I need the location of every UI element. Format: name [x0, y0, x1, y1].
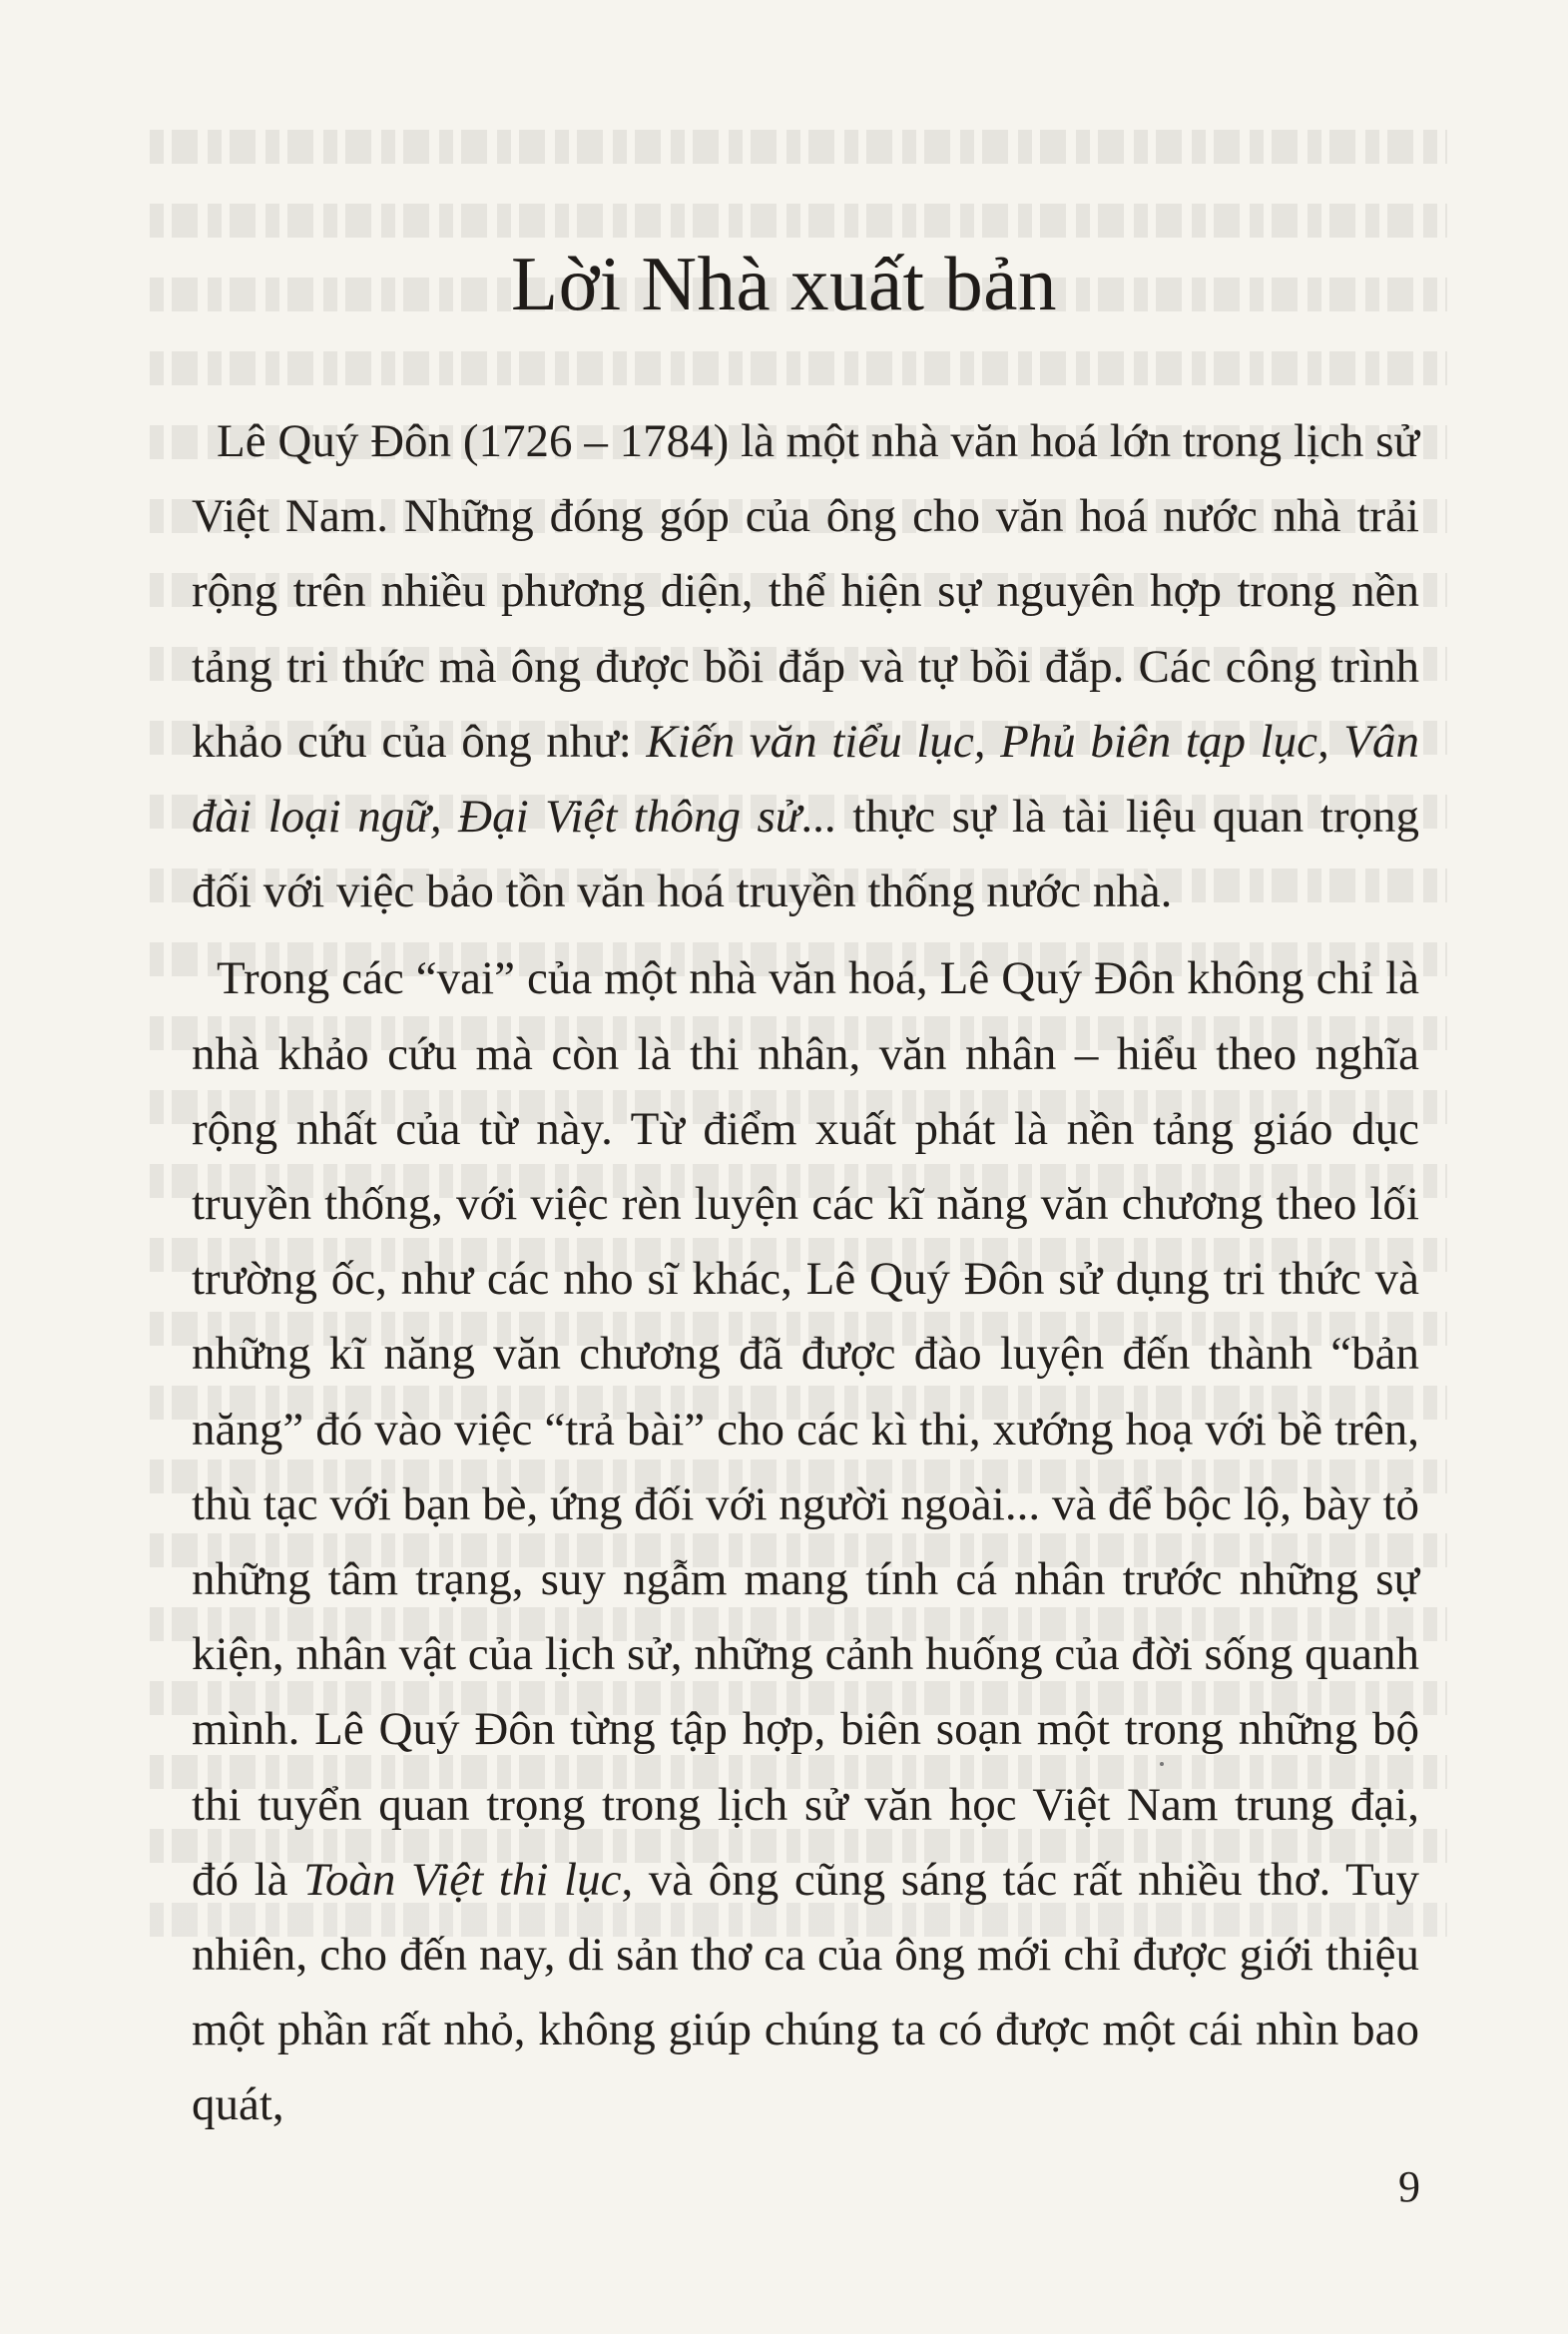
paragraph-text: Lê Quý Đôn (1726 – 1784) là một nhà văn hoá lớn trong lịch sử Việt Nam. Những đóng góp của ông cho văn hoá nước nhà trải rộng trên nhiều phương diện, thể hiện sự nguyên hợp trong nền tảng tri thức mà ông được bồi đắp và tự bồi đắp. Các công trình khảo cứu của ông như: — [192, 415, 1419, 768]
paragraph-text: ... thực sự là tài liệu quan trọng đối với việc bảo tồn văn hoá truyền thống nước nhà. — [192, 791, 1419, 918]
paragraph-text-italic: Toàn Việt thi lục — [303, 1853, 622, 1906]
page-number: 9 — [1398, 2162, 1420, 2211]
paragraph-text: Trong các “vai” của một nhà văn hoá, Lê Quý Đôn không chỉ là nhà khảo cứu mà còn là thi nhân, văn nhân – hiểu theo nghĩa rộng nhất của từ này. Từ điểm xuất phát là nền tảng giáo dục truyền thống, với việc rèn luyện các kĩ năng văn chương theo lối trường ốc, như các nho sĩ khác, Lê Quý Đôn sử dụng tri thức và những kĩ năng văn chương đã được đào luyện đến thành “bản năng” đó vào việc “trả bài” cho các kì thi, xướng hoạ với bề trên, thù tạc với bạn bè, ứng đối với người ngoài... và để bộc lộ, bày tỏ những tâm trạng, suy ngẫm mang tính cá nhân trước những sự kiện, nhân vật của lịch sử, những cảnh huống của đời sống quanh mình. Lê Quý Đôn từng tập hợp, biên soạn một trong những bộ thi tuyển quan trọng trong lịch sử văn học Việt Nam trung đại, đó là — [192, 952, 1419, 1906]
page-title: Lời Nhà xuất bản — [511, 241, 1057, 326]
ink-speck — [1160, 1762, 1164, 1766]
paragraph-text: , và ông cũng sáng tác rất nhiều thơ. Tuy nhiên, cho đến nay, di sản thơ ca của ông mới chỉ được giới thiệu một phần rất nhỏ, không giúp chúng ta có được một cái nhìn bao quát, — [192, 1853, 1420, 2131]
paragraph — [192, 404, 1419, 929]
body-text — [192, 404, 1419, 2155]
paragraph — [192, 941, 1419, 2142]
paragraph-text-italic: Kiến văn tiểu lục, Phủ biên tạp lục, Vân đài loại ngữ, Đại Việt thông sử — [192, 715, 1420, 844]
